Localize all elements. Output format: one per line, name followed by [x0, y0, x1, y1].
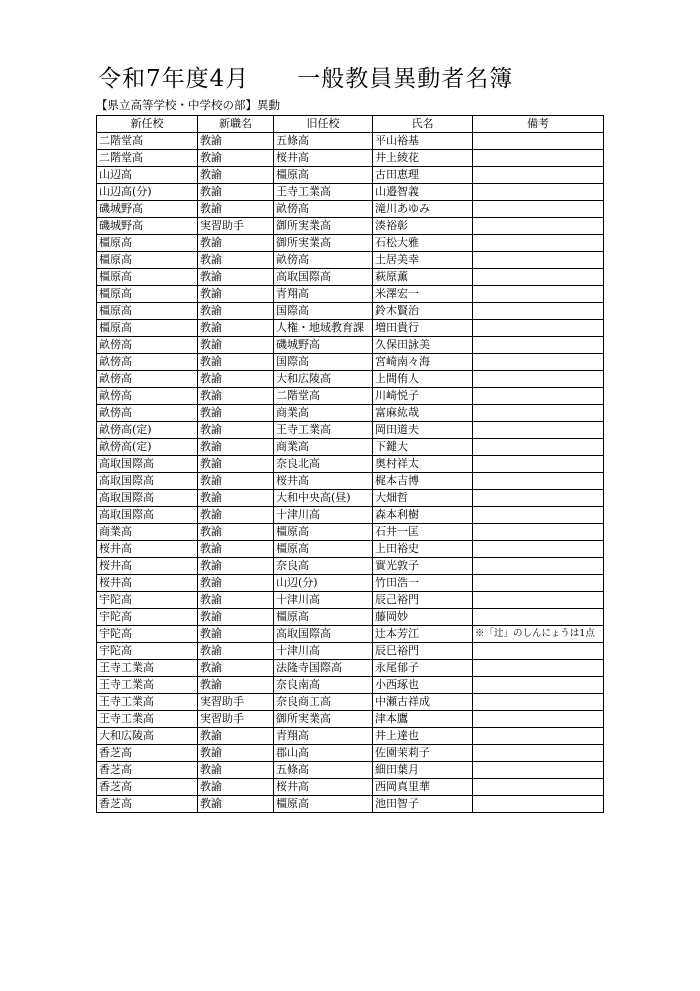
- former-school-cell: 国際高: [274, 354, 373, 371]
- table-row: [97, 269, 604, 286]
- former-school-cell: 桜井高: [274, 473, 373, 490]
- new-position-cell: 教諭: [198, 422, 274, 439]
- name-cell: 久保田詠美: [373, 337, 473, 354]
- former-school-cell: 五條高: [274, 762, 373, 779]
- remarks-cell: [473, 490, 604, 507]
- new-school-cell: 高取国際高: [97, 507, 198, 524]
- remarks-cell: [473, 337, 604, 354]
- new-school-cell: 畝傍高: [97, 388, 198, 405]
- new-school-cell: 王寺工業高: [97, 677, 198, 694]
- new-position-cell: 教諭: [198, 507, 274, 524]
- new-school-cell: 橿原高: [97, 252, 198, 269]
- new-school-cell: 高取国際高: [97, 473, 198, 490]
- new-school-cell: 山辺高(分): [97, 184, 198, 201]
- remarks-cell: [473, 745, 604, 762]
- name-cell: 湊裕彰: [373, 218, 473, 235]
- table-row: [97, 643, 604, 660]
- table-row: [97, 728, 604, 745]
- remarks-cell: [473, 694, 604, 711]
- name-cell: 細田葉月: [373, 762, 473, 779]
- new-school-cell: 香芝高: [97, 745, 198, 762]
- former-school-cell: 高取国際高: [274, 626, 373, 643]
- new-school-cell: 橿原高: [97, 320, 198, 337]
- new-position-cell: 教諭: [198, 354, 274, 371]
- new-position-cell: 教諭: [198, 473, 274, 490]
- header-name: 氏名: [373, 116, 473, 133]
- new-position-cell: 教諭: [198, 541, 274, 558]
- remarks-cell: [473, 558, 604, 575]
- name-cell: 土居美幸: [373, 252, 473, 269]
- remarks-cell: [473, 167, 604, 184]
- table-row: [97, 133, 604, 150]
- table-row: [97, 303, 604, 320]
- new-position-cell: 教諭: [198, 677, 274, 694]
- table-row: [97, 150, 604, 167]
- header-new-school: 新任校: [97, 116, 198, 133]
- table-row: [97, 252, 604, 269]
- name-cell: 岡田道夫: [373, 422, 473, 439]
- name-cell: 石松大雅: [373, 235, 473, 252]
- name-cell: 佐園茉莉子: [373, 745, 473, 762]
- former-school-cell: 橿原高: [274, 796, 373, 813]
- table-row: [97, 694, 604, 711]
- new-position-cell: 教諭: [198, 439, 274, 456]
- new-school-cell: 畝傍高: [97, 354, 198, 371]
- table-row: [97, 371, 604, 388]
- remarks-cell: [473, 575, 604, 592]
- table-row: [97, 711, 604, 728]
- new-position-cell: 教諭: [198, 184, 274, 201]
- new-school-cell: 王寺工業高: [97, 711, 198, 728]
- name-cell: 宮崎南々海: [373, 354, 473, 371]
- new-position-cell: 教諭: [198, 643, 274, 660]
- name-cell: 中瀬古祥成: [373, 694, 473, 711]
- remarks-cell: [473, 728, 604, 745]
- new-school-cell: 畝傍高(定): [97, 439, 198, 456]
- former-school-cell: 法隆寺国際高: [274, 660, 373, 677]
- table-row: [97, 405, 604, 422]
- name-cell: 川崎悦子: [373, 388, 473, 405]
- table-row: [97, 490, 604, 507]
- new-position-cell: 教諭: [198, 762, 274, 779]
- name-cell: 藤岡妙: [373, 609, 473, 626]
- former-school-cell: 国際高: [274, 303, 373, 320]
- table-row: [97, 796, 604, 813]
- table-row: [97, 592, 604, 609]
- new-school-cell: 香芝高: [97, 796, 198, 813]
- new-school-cell: 山辺高: [97, 167, 198, 184]
- remarks-cell: [473, 133, 604, 150]
- new-position-cell: 教諭: [198, 779, 274, 796]
- new-position-cell: 教諭: [198, 456, 274, 473]
- new-position-cell: 教諭: [198, 796, 274, 813]
- new-position-cell: 教諭: [198, 235, 274, 252]
- table-row: [97, 422, 604, 439]
- remarks-cell: [473, 609, 604, 626]
- remarks-cell: [473, 762, 604, 779]
- name-cell: 辻本芳江: [373, 626, 473, 643]
- former-school-cell: 奈良高: [274, 558, 373, 575]
- remarks-cell: [473, 354, 604, 371]
- name-cell: 實光敦子: [373, 558, 473, 575]
- former-school-cell: 王寺工業高: [274, 422, 373, 439]
- remarks-cell: [473, 473, 604, 490]
- former-school-cell: 畝傍高: [274, 201, 373, 218]
- name-cell: 上田裕史: [373, 541, 473, 558]
- new-school-cell: 王寺工業高: [97, 660, 198, 677]
- former-school-cell: 商業高: [274, 405, 373, 422]
- new-school-cell: 香芝高: [97, 779, 198, 796]
- name-cell: 富麻紘哉: [373, 405, 473, 422]
- header-former-school: 旧任校: [274, 116, 373, 133]
- name-cell: 竹田浩一: [373, 575, 473, 592]
- former-school-cell: 十津川高: [274, 507, 373, 524]
- new-position-cell: 教諭: [198, 286, 274, 303]
- table-row: [97, 456, 604, 473]
- new-position-cell: 教諭: [198, 320, 274, 337]
- new-position-cell: 実習助手: [198, 694, 274, 711]
- remarks-cell: [473, 796, 604, 813]
- table-row: [97, 524, 604, 541]
- former-school-cell: 奈良南高: [274, 677, 373, 694]
- table-row: [97, 167, 604, 184]
- new-school-cell: 宇陀高: [97, 626, 198, 643]
- new-position-cell: 実習助手: [198, 711, 274, 728]
- former-school-cell: 橿原高: [274, 609, 373, 626]
- new-school-cell: 磯城野高: [97, 201, 198, 218]
- table-row: [97, 507, 604, 524]
- remarks-cell: [473, 660, 604, 677]
- new-position-cell: 教諭: [198, 405, 274, 422]
- new-school-cell: 二階堂高: [97, 150, 198, 167]
- remarks-cell: [473, 711, 604, 728]
- table-row: [97, 609, 604, 626]
- table-row: [97, 660, 604, 677]
- new-position-cell: 教諭: [198, 660, 274, 677]
- name-cell: 滝川あゆみ: [373, 201, 473, 218]
- new-school-cell: 王寺工業高: [97, 694, 198, 711]
- table-row: [97, 541, 604, 558]
- new-position-cell: 教諭: [198, 490, 274, 507]
- table-row: [97, 320, 604, 337]
- former-school-cell: 御所実業高: [274, 218, 373, 235]
- remarks-cell: [473, 235, 604, 252]
- new-position-cell: 教諭: [198, 337, 274, 354]
- name-cell: 米澤宏一: [373, 286, 473, 303]
- table-row: [97, 286, 604, 303]
- new-position-cell: 教諭: [198, 728, 274, 745]
- table-header-row: [97, 116, 604, 133]
- name-cell: 辰己裕門: [373, 592, 473, 609]
- former-school-cell: 五條高: [274, 133, 373, 150]
- name-cell: 井上綾花: [373, 150, 473, 167]
- new-position-cell: 教諭: [198, 167, 274, 184]
- section-label: 【県立高等学校・中学校の部】異動: [96, 98, 280, 112]
- name-cell: 上間侑人: [373, 371, 473, 388]
- table-row: [97, 388, 604, 405]
- name-cell: 小西琢也: [373, 677, 473, 694]
- new-position-cell: 教諭: [198, 371, 274, 388]
- table-row: [97, 235, 604, 252]
- transfer-table: [96, 115, 604, 813]
- remarks-cell: [473, 303, 604, 320]
- new-school-cell: 商業高: [97, 524, 198, 541]
- new-position-cell: 教諭: [198, 626, 274, 643]
- new-school-cell: 橿原高: [97, 269, 198, 286]
- table-body: [97, 133, 604, 813]
- former-school-cell: 畝傍高: [274, 252, 373, 269]
- new-position-cell: 実習助手: [198, 218, 274, 235]
- remarks-cell: ※「辻」のしんにょうは1点: [473, 626, 604, 643]
- former-school-cell: 磯城野高: [274, 337, 373, 354]
- remarks-cell: [473, 779, 604, 796]
- new-position-cell: 教諭: [198, 575, 274, 592]
- name-cell: 梶本吉博: [373, 473, 473, 490]
- new-school-cell: 桜井高: [97, 558, 198, 575]
- new-position-cell: 教諭: [198, 609, 274, 626]
- new-position-cell: 教諭: [198, 592, 274, 609]
- remarks-cell: [473, 269, 604, 286]
- former-school-cell: 大和広陵高: [274, 371, 373, 388]
- table-row: [97, 558, 604, 575]
- remarks-cell: [473, 456, 604, 473]
- name-cell: 辰巳裕門: [373, 643, 473, 660]
- remarks-cell: [473, 643, 604, 660]
- header-new-position: 新職名: [198, 116, 274, 133]
- new-position-cell: 教諭: [198, 524, 274, 541]
- name-cell: 下鍵大: [373, 439, 473, 456]
- header-remarks: 備考: [473, 116, 604, 133]
- new-position-cell: 教諭: [198, 269, 274, 286]
- remarks-cell: [473, 252, 604, 269]
- former-school-cell: 青翔高: [274, 286, 373, 303]
- new-position-cell: 教諭: [198, 388, 274, 405]
- table-row: [97, 354, 604, 371]
- remarks-cell: [473, 677, 604, 694]
- former-school-cell: 十津川高: [274, 643, 373, 660]
- new-school-cell: 宇陀高: [97, 643, 198, 660]
- table-row: [97, 473, 604, 490]
- former-school-cell: 商業高: [274, 439, 373, 456]
- table-row: [97, 439, 604, 456]
- new-position-cell: 教諭: [198, 558, 274, 575]
- former-school-cell: 桜井高: [274, 779, 373, 796]
- name-cell: 大畑哲: [373, 490, 473, 507]
- new-school-cell: 橿原高: [97, 303, 198, 320]
- remarks-cell: [473, 201, 604, 218]
- name-cell: 津本鷹: [373, 711, 473, 728]
- name-cell: 平山裕基: [373, 133, 473, 150]
- new-position-cell: 教諭: [198, 150, 274, 167]
- former-school-cell: 御所実業高: [274, 235, 373, 252]
- remarks-cell: [473, 388, 604, 405]
- new-position-cell: 教諭: [198, 133, 274, 150]
- table-row: [97, 337, 604, 354]
- former-school-cell: 奈良商工高: [274, 694, 373, 711]
- new-position-cell: 教諭: [198, 745, 274, 762]
- new-school-cell: 磯城野高: [97, 218, 198, 235]
- new-school-cell: 高取国際高: [97, 490, 198, 507]
- remarks-cell: [473, 218, 604, 235]
- name-cell: 増田貴行: [373, 320, 473, 337]
- former-school-cell: 橿原高: [274, 167, 373, 184]
- former-school-cell: 青翔高: [274, 728, 373, 745]
- former-school-cell: 二階堂高: [274, 388, 373, 405]
- table-row: [97, 201, 604, 218]
- page-title: 令和7年度4月 一般教員異動者名簿: [98, 66, 514, 92]
- remarks-cell: [473, 371, 604, 388]
- table-row: [97, 184, 604, 201]
- name-cell: 森本利樹: [373, 507, 473, 524]
- former-school-cell: 御所実業高: [274, 711, 373, 728]
- name-cell: 西岡真里華: [373, 779, 473, 796]
- former-school-cell: 郡山高: [274, 745, 373, 762]
- former-school-cell: 桜井高: [274, 150, 373, 167]
- former-school-cell: 十津川高: [274, 592, 373, 609]
- new-school-cell: 二階堂高: [97, 133, 198, 150]
- new-school-cell: 橿原高: [97, 286, 198, 303]
- new-school-cell: 高取国際高: [97, 456, 198, 473]
- table-row: [97, 779, 604, 796]
- new-school-cell: 宇陀高: [97, 592, 198, 609]
- table-row: [97, 575, 604, 592]
- table-row: [97, 218, 604, 235]
- remarks-cell: [473, 286, 604, 303]
- new-school-cell: 畝傍高: [97, 405, 198, 422]
- new-school-cell: 畝傍高: [97, 371, 198, 388]
- name-cell: 山邉智義: [373, 184, 473, 201]
- remarks-cell: [473, 541, 604, 558]
- former-school-cell: 高取国際高: [274, 269, 373, 286]
- table-row: [97, 626, 604, 643]
- new-school-cell: 畝傍高: [97, 337, 198, 354]
- new-school-cell: 橿原高: [97, 235, 198, 252]
- table-row: [97, 762, 604, 779]
- remarks-cell: [473, 184, 604, 201]
- name-cell: 萩原薫: [373, 269, 473, 286]
- new-school-cell: 桜井高: [97, 541, 198, 558]
- remarks-cell: [473, 405, 604, 422]
- new-school-cell: 畝傍高(定): [97, 422, 198, 439]
- new-position-cell: 教諭: [198, 252, 274, 269]
- new-school-cell: 香芝高: [97, 762, 198, 779]
- remarks-cell: [473, 422, 604, 439]
- former-school-cell: 王寺工業高: [274, 184, 373, 201]
- table-row: [97, 677, 604, 694]
- remarks-cell: [473, 592, 604, 609]
- new-school-cell: 桜井高: [97, 575, 198, 592]
- former-school-cell: 橿原高: [274, 541, 373, 558]
- remarks-cell: [473, 320, 604, 337]
- table-row: [97, 745, 604, 762]
- name-cell: 古田恵理: [373, 167, 473, 184]
- name-cell: 奥村祥太: [373, 456, 473, 473]
- former-school-cell: 橿原高: [274, 524, 373, 541]
- name-cell: 石井一匡: [373, 524, 473, 541]
- former-school-cell: 大和中央高(昼): [274, 490, 373, 507]
- remarks-cell: [473, 150, 604, 167]
- name-cell: 池田智子: [373, 796, 473, 813]
- former-school-cell: 奈良北高: [274, 456, 373, 473]
- former-school-cell: 山辺(分): [274, 575, 373, 592]
- new-position-cell: 教諭: [198, 201, 274, 218]
- name-cell: 井上達也: [373, 728, 473, 745]
- former-school-cell: 人権・地域教育課: [274, 320, 373, 337]
- new-school-cell: 大和広陵高: [97, 728, 198, 745]
- remarks-cell: [473, 524, 604, 541]
- new-school-cell: 宇陀高: [97, 609, 198, 626]
- name-cell: 永尾郁子: [373, 660, 473, 677]
- name-cell: 鈴木賢治: [373, 303, 473, 320]
- remarks-cell: [473, 439, 604, 456]
- new-position-cell: 教諭: [198, 303, 274, 320]
- remarks-cell: [473, 507, 604, 524]
